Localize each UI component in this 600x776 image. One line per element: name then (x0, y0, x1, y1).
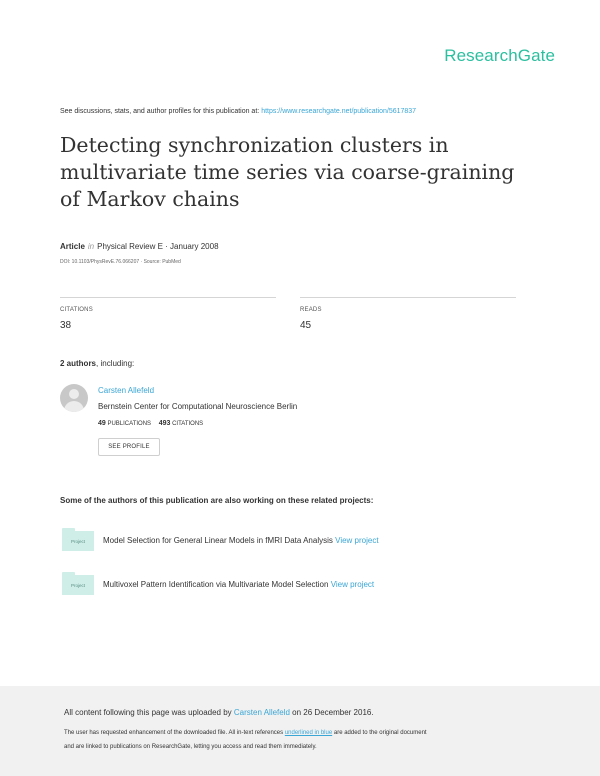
authors-count: 2 authors (60, 359, 97, 368)
upload-prefix: All content following this page was uploaded by (64, 708, 232, 717)
divider (60, 297, 276, 298)
underlined-in-blue-text: underlined in blue (284, 730, 333, 736)
researchgate-logo[interactable]: ResearchGate (444, 46, 555, 65)
avatar-icon[interactable] (60, 384, 88, 412)
project-item (60, 528, 540, 554)
enhancement-note-line2: and are linked to publications on ResearchGate, letting you access and read them immediately. (64, 744, 317, 750)
projects-heading: Some of the authors of this publication are also working on these related projects: (60, 496, 374, 505)
citations-stat (60, 297, 276, 331)
author-citations-count: 493 (158, 420, 171, 427)
publication-url-link[interactable]: https://www.researchgate.net/publication/5617837 (261, 108, 417, 115)
uploader-link[interactable]: Carsten Allefeld (233, 708, 290, 717)
project-icon-label: Project (62, 531, 94, 551)
avatar-shoulders (64, 401, 84, 412)
author-name-link[interactable]: Carsten Allefeld (98, 386, 155, 395)
citations-value: 38 (60, 320, 72, 331)
upload-note (64, 708, 374, 717)
reads-label: READS (300, 307, 322, 313)
authors-heading (60, 359, 134, 368)
project-icon-label: Project (62, 575, 94, 595)
project-item (60, 572, 540, 598)
author-stats (98, 420, 203, 427)
view-project-link[interactable]: View project (330, 580, 375, 589)
note-suffix: are added to the original document (333, 730, 427, 736)
author-publications-label: PUBLICATIONS (107, 421, 152, 427)
project-title: Model Selection for General Linear Models in fMRI Data Analysis (103, 536, 333, 545)
footer (0, 686, 600, 776)
enhancement-note (64, 730, 427, 736)
author-institution: Bernstein Center for Computational Neuroscience Berlin (98, 402, 298, 411)
project-title: Multivoxel Pattern Identification via Multivariate Model Selection (103, 580, 329, 589)
doi-source: DOI: 10.1103/PhysRevE.76.066207 · Source: PubMed (60, 259, 181, 265)
see-profile-button[interactable]: SEE PROFILE (98, 438, 160, 456)
author-citations-label: CITATIONS (172, 421, 204, 427)
reads-stat (300, 297, 516, 331)
project-text (103, 580, 374, 589)
note-prefix: The user has requested enhancement of the downloaded file. All in-text references (64, 730, 284, 736)
see-discussions-text: See discussions, stats, and author profiles for this publication at: (60, 108, 260, 115)
project-folder-icon (62, 528, 94, 552)
publication-title: Detecting synchronization clusters in multivariate time series via coarse-graining of Markov chains (60, 133, 515, 211)
divider (300, 297, 516, 298)
journal-date: Physical Review E · January 2008 (97, 242, 219, 251)
authors-including: , including: (96, 359, 135, 368)
upload-suffix: on 26 December 2016. (292, 708, 374, 717)
author-publications-count: 49 (98, 420, 106, 427)
project-folder-icon (62, 572, 94, 596)
reads-value: 45 (300, 320, 312, 331)
article-in: in (87, 242, 95, 251)
citations-label: CITATIONS (60, 307, 93, 313)
see-discussions-line (60, 108, 416, 115)
article-meta (60, 242, 219, 251)
project-text (103, 536, 379, 545)
author-card (60, 384, 460, 464)
avatar-head (69, 389, 79, 399)
view-project-link[interactable]: View project (335, 536, 379, 545)
article-type: Article (60, 242, 85, 251)
